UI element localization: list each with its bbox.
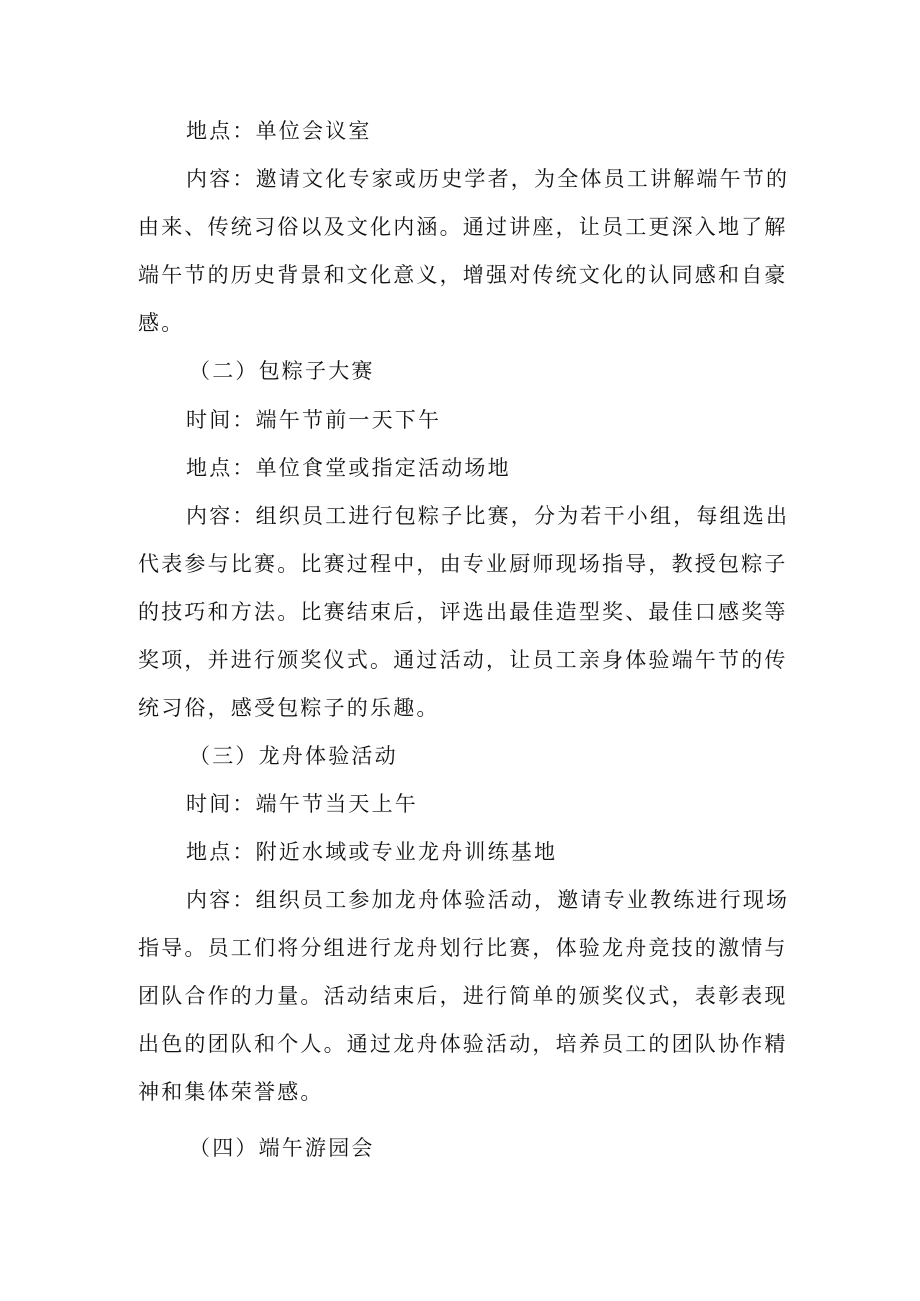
section-heading-dragon-boat: （三）龙舟体验活动 (189, 744, 398, 768)
content-line-zongzi-3: 的技巧和方法。比赛结束后，评选出最佳造型奖、最佳口感奖等 (138, 600, 788, 624)
content-line-dragon-boat-1: 内容：组织员工参加龙舟体验活动，邀请专业教练进行现场 (186, 888, 790, 912)
content-line-zongzi-2: 代表参与比赛。比赛过程中，由专业厨师现场指导，教授包粽子 (138, 552, 788, 576)
content-line-lecture-3: 端午节的历史背景和文化意义，增强对传统文化的认同感和自豪 (138, 263, 788, 287)
content-line-lecture-4: 感。 (138, 311, 185, 335)
content-line-lecture-2: 由来、传统习俗以及文化内涵。通过讲座，让员工更深入地了解 (138, 215, 788, 239)
time-line-dragon-boat: 时间：端午节当天上午 (186, 792, 418, 816)
venue-line-dragon-boat: 地点：附近水域或专业龙舟训练基地 (186, 840, 558, 864)
time-line-zongzi: 时间：端午节前一天下午 (186, 408, 442, 432)
content-line-lecture-1: 内容：邀请文化专家或历史学者，为全体员工讲解端午节的 (186, 167, 790, 191)
content-line-zongzi-4: 奖项，并进行颁奖仪式。通过活动，让员工亲身体验端午节的传 (138, 648, 788, 672)
section-heading-garden-party: （四）端午游园会 (189, 1136, 375, 1160)
section-heading-zongzi: （二）包粽子大赛 (189, 359, 375, 383)
content-line-zongzi-1: 内容：组织员工进行包粽子比赛，分为若干小组，每组选出 (186, 504, 790, 528)
venue-line-lecture: 地点：单位会议室 (186, 119, 372, 143)
content-line-dragon-boat-4: 出色的团队和个人。通过龙舟体验活动，培养员工的团队协作精 (138, 1032, 788, 1056)
content-line-zongzi-5: 统习俗，感受包粽子的乐趣。 (138, 696, 440, 720)
content-line-dragon-boat-2: 指导。员工们将分组进行龙舟划行比赛，体验龙舟竞技的激情与 (138, 936, 788, 960)
venue-line-zongzi: 地点：单位食堂或指定活动场地 (186, 456, 511, 480)
content-line-dragon-boat-3: 团队合作的力量。活动结束后，进行简单的颁奖仪式，表彰表现 (138, 984, 788, 1008)
content-line-dragon-boat-5: 神和集体荣誉感。 (138, 1080, 324, 1104)
